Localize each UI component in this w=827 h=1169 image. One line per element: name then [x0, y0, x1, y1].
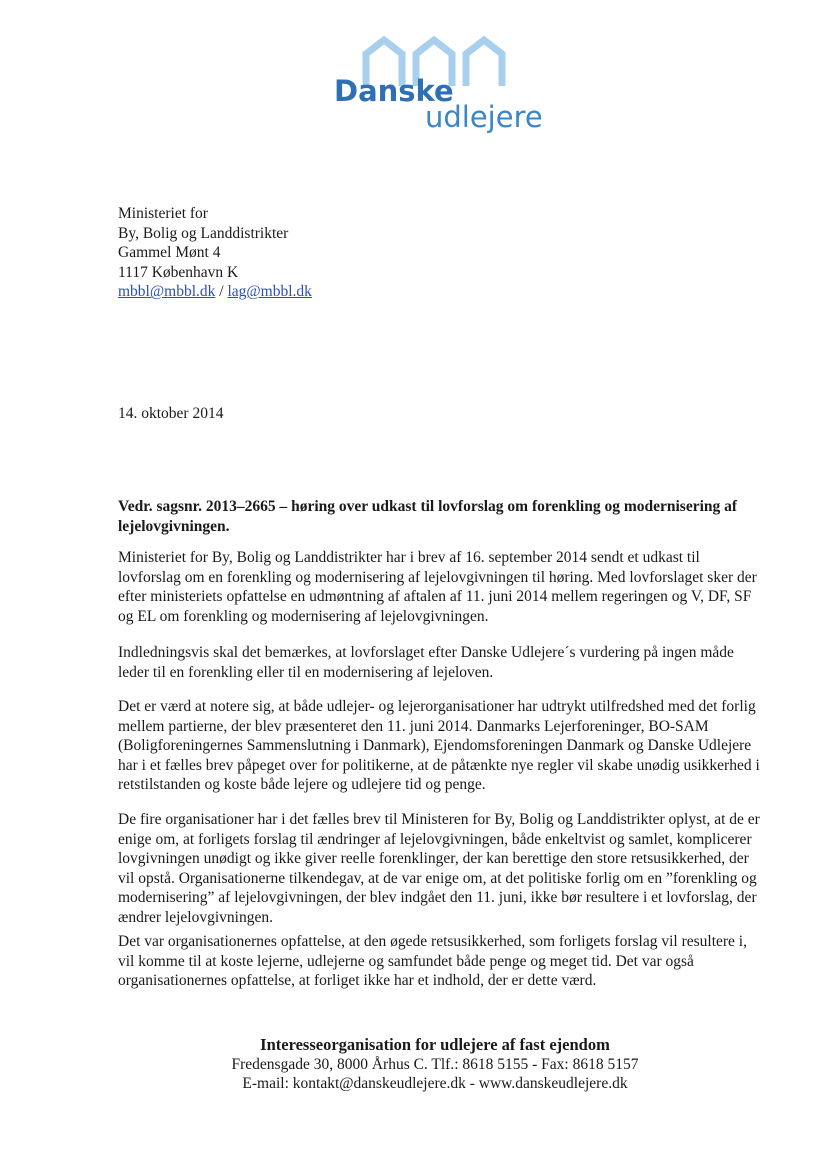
paragraph: Ministeriet for By, Bolig og Landdistrikter har i brev af 16. september 2014 sendt et udkast til lovforslag om en forenkling og modernisering af lejelovgivningen til høring. Med lovforslaget sker der efter ministeriets opfattelse en udmøntning af aftalen af 11. juni 2014 mellem regeringen og V, DF, SF og EL om forenkling og modernisering af lejelovgivningen.: [118, 549, 757, 625]
letter-date: 14. oktober 2014: [118, 405, 224, 422]
logo-word-udlejere: udlejere: [425, 100, 543, 134]
logo-word-danske: Danske: [334, 74, 454, 108]
recipient-line: Gammel Mønt 4: [118, 244, 221, 262]
email-link-mbbl[interactable]: mbbl@mbbl.dk: [118, 283, 216, 301]
letterhead-footer: [200, 1035, 670, 1094]
recipient-address: [118, 204, 312, 302]
paragraph: Indledningsvis skal det bemærkes, at lovforslaget efter Danske Udlejere´s vurdering på ingen måde leder til en forenkling eller til en modernisering af lejeloven.: [118, 644, 734, 681]
email-separator: /: [215, 283, 228, 301]
email-link-lag[interactable]: lag@mbbl.dk: [227, 283, 312, 301]
recipient-line: By, Bolig og Landdistrikter: [118, 224, 289, 242]
recipient-line: Ministeriet for: [118, 205, 208, 222]
paragraph: Det var organisationernes opfattelse, at den øgede retsusikkerhed, som forligets forslag vil resultere i, vil komme til at koste lejerne, udlejerne og samfundet både penge og meget tid. Det var også organisationernes opfattelse, at forliget ikke har et indhold, der er dette værd.: [118, 933, 747, 989]
footer-address: Fredensgade 30, 8000 Århus C. Tlf.: 8618 5155 - Fax: 8618 5157: [231, 1055, 639, 1073]
footer-organisation: Interesseorganisation for udlejere af fast ejendom: [260, 1035, 610, 1054]
recipient-emails: [118, 282, 312, 302]
recipient-line: 1117 København K: [118, 263, 239, 281]
logo: [330, 34, 560, 134]
footer-contact: E-mail: kontakt@danskeudlejere.dk - www.danskeudlejere.dk: [242, 1075, 628, 1092]
paragraph: De fire organisationer har i det fælles brev til Ministeren for By, Bolig og Landdistrikter oplyst, at de er enige om, at forligets forslag til ændringer af lejelovgivningen, både enkeltvist og samlet, komplicerer lovgivningen unødigt og ikke giver reelle forenklinger, der kan berettige den store retsusikkerhed, der vil opstå. Organisationerne tilkendegav, at de var enige om, at det politiske forlig om en ”forenkling og modernisering” af lejelovgivningen, der blev indgået den 11. juni, ikke bør resultere i et lovforslag, der ændrer lejelovgivningen.: [118, 811, 760, 926]
paragraph: Det er værd at notere sig, at både udlejer- og lejerorganisationer har udtrykt utilfredshed med det forlig mellem partierne, der blev præsenteret den 11. juni 2014. Danmarks Lejerforeninger, BO-SAM (Boligforeningernes Sammenslutning i Danmark), Ejendomsforeningen Danmark og Danske Udlejere har i et fælles brev påpeget over for politikerne, at de påtænkte nye regler vil skabe unødig usikkerhed i retstilstanden og koste både lejere og udlejere tid og penge.: [118, 698, 760, 793]
letter-subject: Vedr. sagsnr. 2013–2665 – høring over udkast til lovforslag om forenkling og modernisering af lejelovgivningen.: [118, 498, 738, 535]
